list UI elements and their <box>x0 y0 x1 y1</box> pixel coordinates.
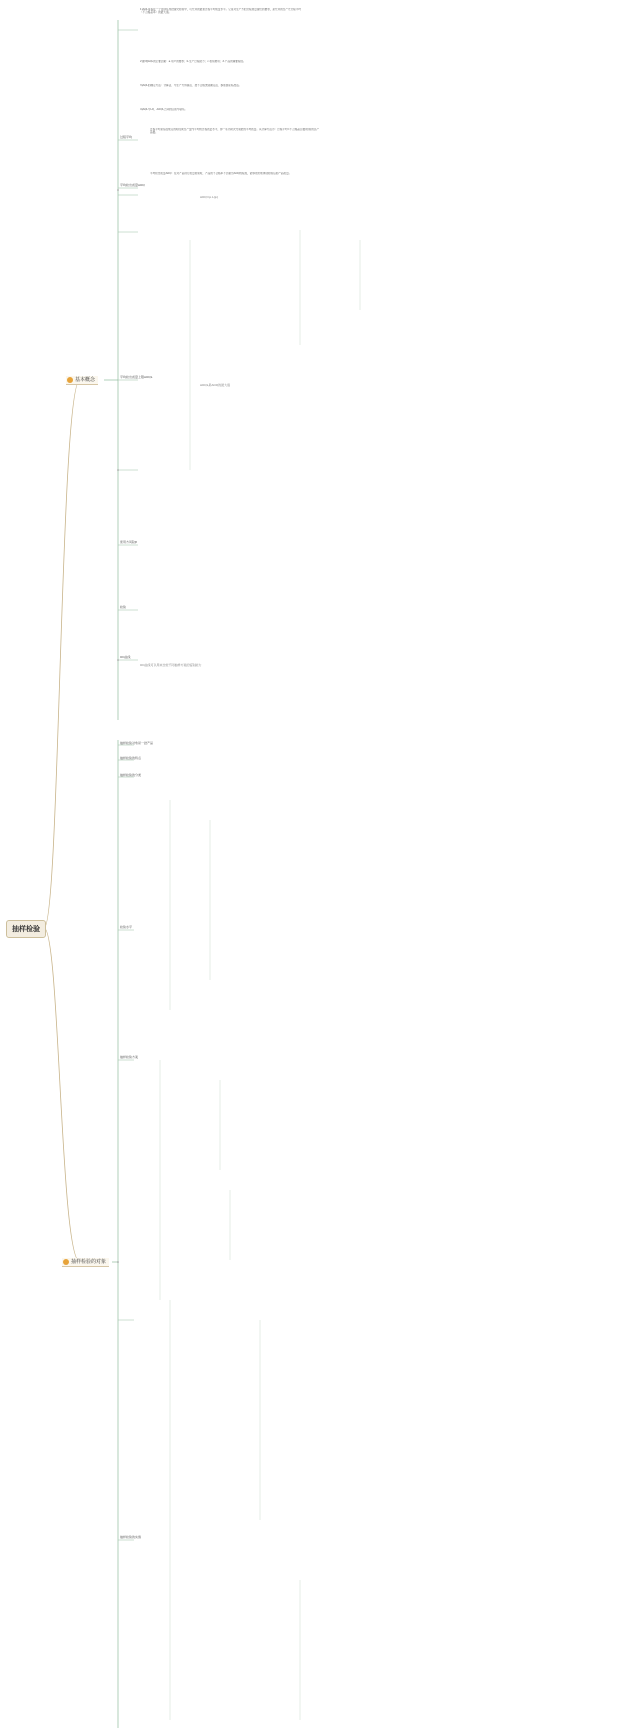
orange-dot-icon <box>67 377 73 383</box>
label-aoql[interactable]: 平均检出质量上限AOQL <box>120 375 153 379</box>
orange-dot-icon <box>63 1259 69 1265</box>
label-aoq[interactable]: 平均检出质量AOQ <box>120 183 145 187</box>
aoq-formula: AOQ=p·L(p) <box>200 195 219 199</box>
label-inspection-level[interactable]: 检验水平 <box>120 925 133 929</box>
text-block-aql-methods: 3)AQL的确定方法：计算法、与生产方协商法、按不合格类别确定法、参照国家标准法。 <box>140 84 242 87</box>
deep-connectors <box>160 230 360 1720</box>
label-features[interactable]: 抽样检验的特点 <box>120 756 142 760</box>
branch-label: 基本概念 <box>75 377 96 383</box>
label-oc-curve[interactable]: OC曲线 <box>120 655 131 659</box>
branch1-sub-connectors <box>118 30 138 660</box>
root-to-branch2-connector <box>44 928 80 1262</box>
branch-sampling-objects[interactable] <box>62 1258 109 1267</box>
oc-note: OC曲线可以用来比较不同抽样方案的鉴别能力 <box>140 663 202 667</box>
branch-basic-concepts[interactable] <box>66 376 98 385</box>
label-classification[interactable]: 抽样检验的分类 <box>120 773 142 777</box>
label-inspection[interactable]: 检验 <box>120 605 127 609</box>
root-to-branch1-connector <box>44 380 80 928</box>
root-node[interactable]: 抽样检验 <box>6 920 46 938</box>
label-sampling-plan[interactable]: 抽样检验方案 <box>120 1055 139 1059</box>
aoql-note: AOQL是AOQ的最大值 <box>200 383 231 387</box>
text-block-aql: 1)AQL是指在一个连续系列批提交检验中，可允许的最差过程平均质量水平。它是对生产方的过程质量提出的要求，是允许的生产方过程平均（不合格品率）的最大值。 <box>140 8 301 15</box>
branch-label: 抽样检验的对象 <box>71 1259 107 1265</box>
label-implementation[interactable]: 抽样检验的实施 <box>120 1535 142 1539</box>
text-block-aql-factors: 2)影响AQL的主要因素：a.用户的要求；b.生产过程能力；c.检验费用；d.产品的重要程度。 <box>140 60 246 63</box>
label-consumer-risk[interactable]: 使用方风险β <box>120 540 137 544</box>
text-block-aoq: 平均检出质量AOQ：在对产品进行质量检验时，产品的不合格率不会超出AOQ的程度，能够很好地体现检验后的产品质量。 <box>150 172 292 175</box>
text-block-aql-lq: 4)AQL与LQ、AOQL之间的区别与联系。 <box>140 108 188 111</box>
label-process-average[interactable]: 过程平均 <box>120 135 133 139</box>
label-lot[interactable]: 抽样检验对象是一批产品 <box>120 741 154 745</box>
text-block-process-average: 过程平均是指在规定的时段或生产量内平均的过程质量水平，即一系列初次交验批的平均质量。其计算方法为：过程平均=不合格品总数/检验的总产品数。 <box>150 128 320 135</box>
branch2-sub-connectors <box>118 745 134 1540</box>
